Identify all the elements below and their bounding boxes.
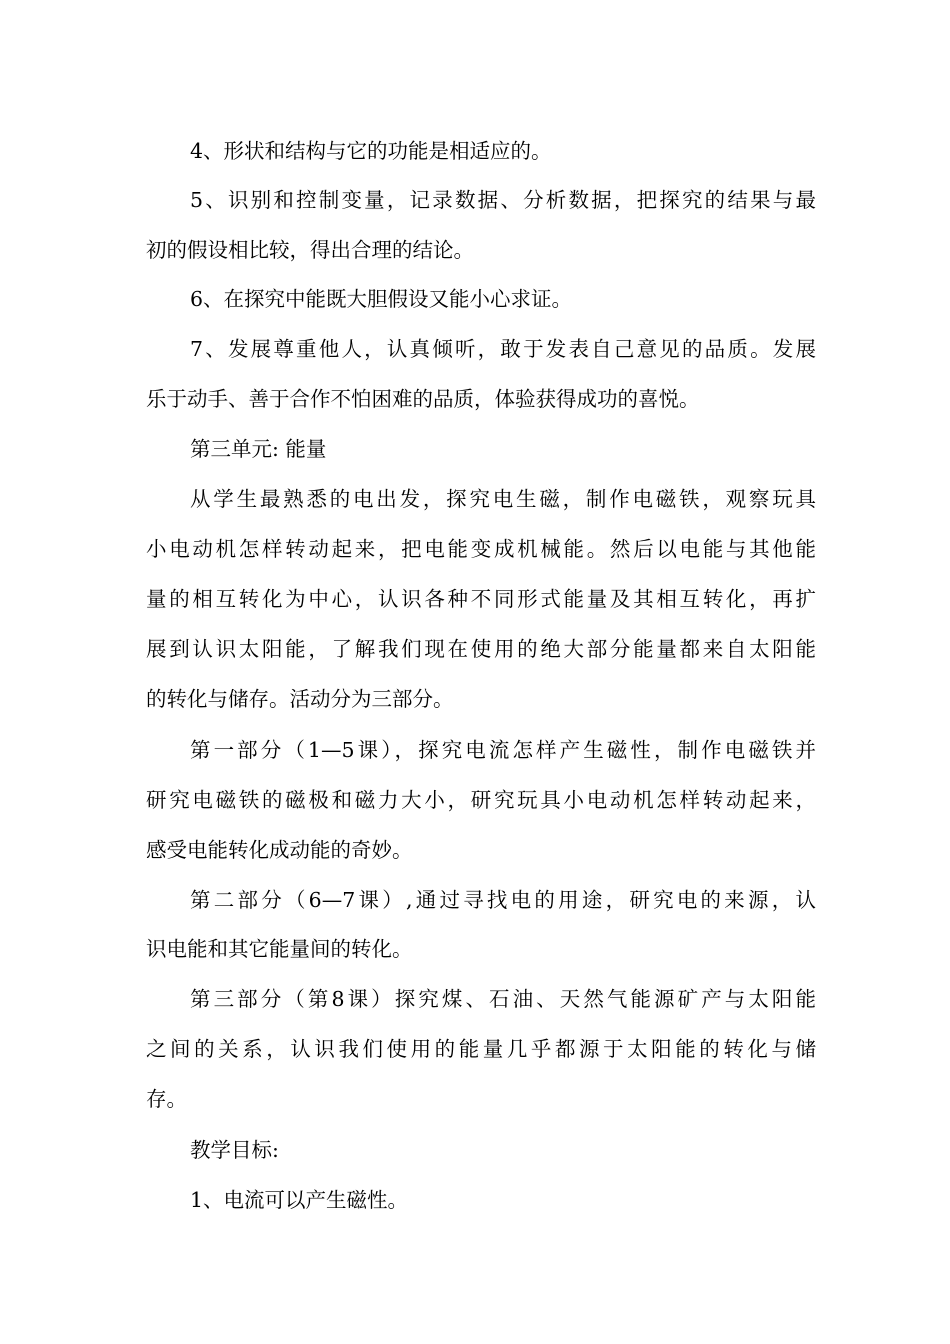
- text-line: 第一部分（1—5课），探究电流怎样产生磁性，制作电磁铁并: [190, 738, 816, 762]
- text-line: 乐于动手、善于合作不怕困难的品质，体验获得成功的喜悦。: [146, 387, 700, 411]
- text-line: 7、发展尊重他人，认真倾听，敢于发表自己意见的品质。发展: [190, 337, 816, 361]
- text-line: 1、电流可以产生磁性。: [190, 1188, 409, 1212]
- text-line: 的转化与储存。活动分为三部分。: [146, 687, 454, 711]
- text-line: 展到认识太阳能，了解我们现在使用的绝大部分能量都来自太阳能: [146, 637, 816, 661]
- text-line: 研究电磁铁的磁极和磁力大小，研究玩具小电动机怎样转动起来，: [146, 788, 816, 812]
- text-line: 存。: [146, 1087, 187, 1111]
- text-line: 5、识别和控制变量，记录数据、分析数据，把探究的结果与最: [190, 188, 816, 212]
- text-line: 初的假设相比较，得出合理的结论。: [146, 238, 474, 262]
- text-line: 之间的关系，认识我们使用的能量几乎都源于太阳能的转化与储: [146, 1037, 816, 1061]
- text-line: 第二部分（6—7课）,通过寻找电的用途，研究电的来源，认: [190, 888, 816, 912]
- text-line: 量的相互转化为中心，认识各种不同形式能量及其相互转化，再扩: [146, 587, 816, 611]
- text-line: 第三部分（第8课）探究煤、石油、天然气能源矿产与太阳能: [190, 987, 816, 1011]
- text-line: 感受电能转化成动能的奇妙。: [146, 838, 413, 862]
- text-line: 小电动机怎样转动起来，把电能变成机械能。然后以电能与其他能: [146, 537, 816, 561]
- text-line: 识电能和其它能量间的转化。: [146, 937, 413, 961]
- section-heading: 第三单元: 能量: [190, 437, 327, 461]
- section-heading: 教学目标:: [190, 1138, 279, 1162]
- text-line: 6、在探究中能既大胆假设又能小心求证。: [190, 287, 573, 311]
- text-line: 4、形状和结构与它的功能是相适应的。: [190, 139, 552, 163]
- text-line: 从学生最熟悉的电出发，探究电生磁，制作电磁铁，观察玩具: [190, 487, 816, 511]
